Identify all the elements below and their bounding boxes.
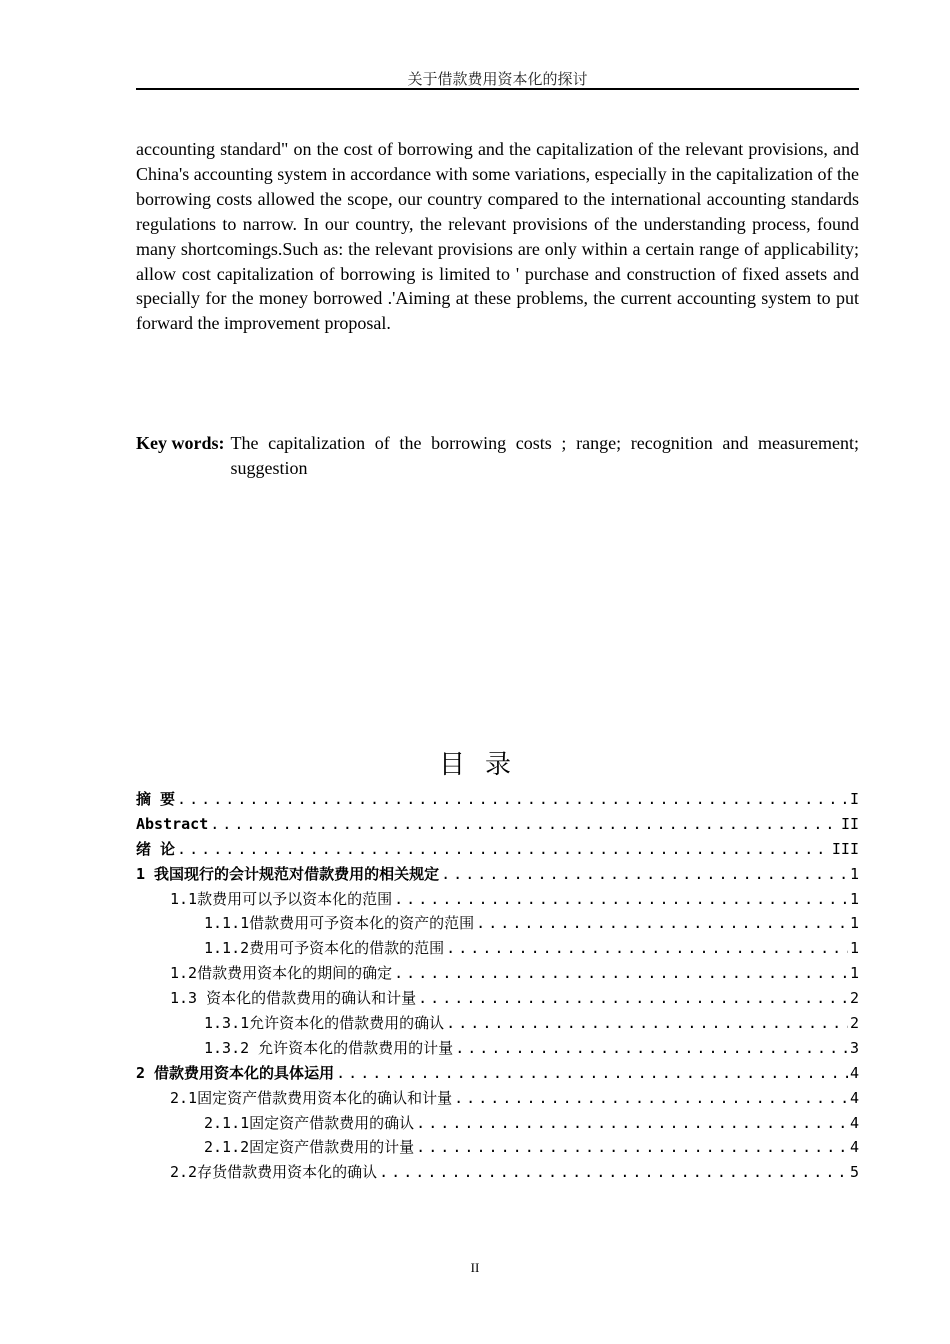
- toc-entry-page: 3: [849, 1038, 859, 1057]
- toc-entry-page: 2: [849, 1014, 859, 1033]
- toc-entry-label: 绪 论: [136, 839, 176, 858]
- toc-entry-label: 1.3.2 允许资本化的借款费用的计量: [204, 1038, 454, 1057]
- toc-entry-label: Abstract: [136, 814, 209, 833]
- toc-entry-page: 5: [849, 1163, 859, 1182]
- toc-entry-page: II: [840, 814, 859, 833]
- toc-entry-page: 1: [849, 939, 859, 958]
- toc-entry[interactable]: [136, 1135, 859, 1160]
- toc-dot-leader: [177, 787, 848, 812]
- toc-entry-label: 1.3 资本化的借款费用的确认和计量: [170, 989, 417, 1008]
- toc-entry[interactable]: [136, 1036, 859, 1061]
- toc-entry-label: 2.1.1固定资产借款费用的确认: [204, 1113, 415, 1132]
- toc-dot-leader: [210, 812, 839, 837]
- toc-dot-leader: [336, 1061, 848, 1086]
- toc-entry[interactable]: [136, 887, 859, 912]
- toc-entry-page: 4: [849, 1113, 859, 1132]
- toc-entry-page: 1: [849, 914, 859, 933]
- toc-dot-leader: [441, 862, 848, 887]
- toc-dot-leader: [446, 936, 848, 961]
- toc-entry-label: 1.1款费用可以予以资本化的范围: [170, 889, 393, 908]
- toc-dot-leader: [455, 1036, 848, 1061]
- toc-entry-label: 1.1.1借款费用可予资本化的资产的范围: [204, 914, 475, 933]
- toc-entry-label: 摘 要: [136, 790, 176, 808]
- page-number: II: [470, 1260, 480, 1275]
- toc-entry-label: 1.1.2费用可予资本化的借款的范围: [204, 939, 445, 958]
- toc-entry[interactable]: [136, 986, 859, 1011]
- toc-entry[interactable]: [136, 862, 859, 887]
- toc-entry-page: 1: [849, 864, 859, 883]
- toc-entry-label: 2.1.2固定资产借款费用的计量: [204, 1138, 415, 1157]
- toc-entry-page: 1: [849, 964, 859, 983]
- toc-entry[interactable]: [136, 837, 859, 862]
- toc-entry-label: 2 借款费用资本化的具体运用: [136, 1063, 335, 1082]
- keywords-label: Key words:: [136, 433, 225, 453]
- toc-dot-leader: [416, 1135, 848, 1160]
- toc-entry-page: 4: [849, 1088, 859, 1107]
- toc-dot-leader: [379, 1160, 848, 1185]
- abstract-paragraph: accounting standard" on the cost of borrowing and the capitalization of the relevant provisions, and China's accounting system in accordance with some variations, especially in the capitalization of the borrowing costs allowed the scope, our country compared to the international accounting standards regulations to narrow. In our country, the relevant provisions of the understanding process, found many shortcomings.Such as: the relevant provisions are only within a certain range of applicability; allow cost capitalization of borrowing is limited to ' purchase and construction of fixed assets and specially for the money borrowed .'Aiming at these problems, the current accounting system to put forward the improvement proposal.: [136, 139, 860, 334]
- toc-dot-leader: [446, 1011, 848, 1036]
- toc-entry[interactable]: [136, 812, 859, 837]
- toc-entry[interactable]: [136, 1011, 859, 1036]
- toc-title: 目录: [438, 750, 531, 780]
- toc-entry[interactable]: [136, 1160, 859, 1185]
- toc-entry-label: 2.2存货借款费用资本化的确认: [170, 1163, 378, 1182]
- toc-entry[interactable]: [136, 911, 859, 936]
- toc-entry-label: 1.3.1允许资本化的借款费用的确认: [204, 1014, 445, 1033]
- toc-entry[interactable]: [136, 1111, 859, 1136]
- toc-dot-leader: [418, 986, 848, 1011]
- toc-entry-page: 4: [849, 1063, 859, 1082]
- toc-entry[interactable]: [136, 961, 859, 986]
- toc-entry-label: 1 我国现行的会计规范对借款费用的相关规定: [136, 864, 440, 883]
- toc-entry-page: 4: [849, 1138, 859, 1157]
- toc-dot-leader: [394, 961, 848, 986]
- toc-entry[interactable]: [136, 936, 859, 961]
- keywords: [136, 431, 859, 481]
- toc-entry-page: 2: [849, 989, 859, 1008]
- keywords-text: The capitalization of the borrowing costs ; range; recognition and measurement; suggestion: [230, 433, 859, 478]
- toc-entry[interactable]: [136, 787, 859, 812]
- toc-entry-label: 2.1固定资产借款费用资本化的确认和计量: [170, 1088, 453, 1107]
- toc-entry[interactable]: [136, 1061, 859, 1086]
- toc-entry-label: 1.2借款费用资本化的期间的确定: [170, 964, 393, 983]
- toc-entry-page: I: [849, 790, 859, 808]
- running-header: 关于借款费用资本化的探讨: [407, 72, 588, 88]
- toc-dot-leader: [454, 1086, 848, 1111]
- toc-entry[interactable]: [136, 1086, 859, 1111]
- toc-dot-leader: [416, 1111, 848, 1136]
- header-divider: [136, 88, 859, 90]
- toc-entry-page: 1: [849, 889, 859, 908]
- toc-dot-leader: [476, 911, 848, 936]
- toc-entry-page: III: [831, 839, 859, 858]
- table-of-contents: [136, 787, 859, 1185]
- toc-dot-leader: [177, 837, 830, 862]
- toc-dot-leader: [394, 887, 848, 912]
